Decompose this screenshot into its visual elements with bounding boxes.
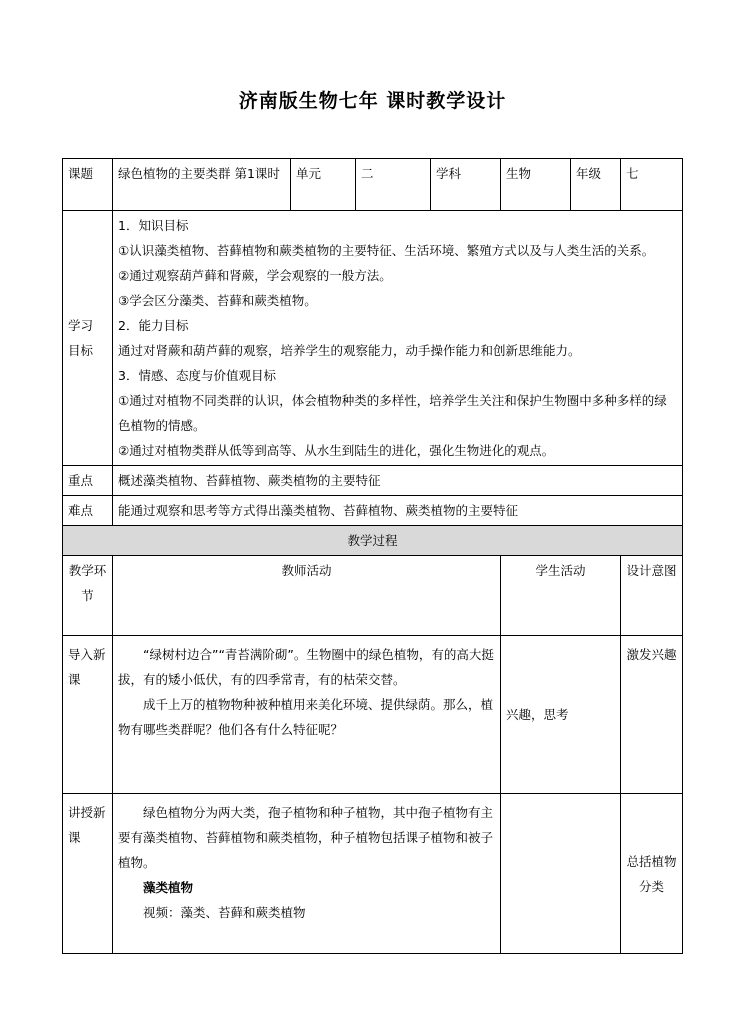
process-header-row: [63, 556, 683, 636]
grade-value: 七: [621, 159, 683, 211]
goal-line: 1．知识目标: [118, 218, 189, 233]
difficulty-value: 能通过观察和思考等方式得出藻类植物、苔藓植物、蕨类植物的主要特征: [113, 496, 683, 526]
course-value: 绿色植物的主要类群 第1课时: [113, 159, 291, 211]
unit-label: 单元: [291, 159, 356, 211]
key-point-value: 概述藻类植物、苔藓植物、蕨类植物的主要特征: [113, 466, 683, 496]
goal-line: 2．能力目标: [118, 318, 189, 333]
process-row: [63, 636, 683, 794]
key-point-label: 重点: [63, 466, 113, 496]
process-heading: 教学过程: [63, 526, 683, 556]
student-cell: 兴趣，思考: [501, 636, 621, 794]
header-teacher: 教师活动: [113, 556, 501, 636]
header-student: 学生活动: [501, 556, 621, 636]
unit-value: 二: [356, 159, 431, 211]
goal-line: 3．情感、态度与价值观目标: [118, 368, 276, 383]
info-row: [63, 159, 683, 211]
process-row: [63, 794, 683, 954]
stage-cell: 讲授新课: [63, 794, 113, 954]
intent-cell: 总括植物分类: [621, 794, 683, 954]
grade-label: 年级: [571, 159, 621, 211]
subject-label: 学科: [431, 159, 501, 211]
teacher-cell: [113, 636, 501, 794]
lesson-plan-table: [62, 158, 683, 954]
goal-line: ②通过对植物类群从低等到高等、从水生到陆生的进化，强化生物进化的观点。: [118, 443, 555, 458]
goals-content: [113, 211, 683, 466]
intent-cell: 激发兴趣: [621, 636, 683, 794]
course-label: 课题: [63, 159, 113, 211]
difficulty-row: [63, 496, 683, 526]
teacher-cell: [113, 794, 501, 954]
header-intent: 设计意图: [621, 556, 683, 636]
student-cell: [501, 794, 621, 954]
subject-value: 生物: [501, 159, 571, 211]
page-title: 济南版生物七年 课时教学设计: [238, 90, 507, 112]
header-stage: 教学环节: [63, 556, 113, 636]
goals-row: [63, 211, 683, 466]
goal-line: 通过对肾蕨和葫芦藓的观察，培养学生的观察能力，动手操作能力和创新思维能力。: [118, 343, 581, 358]
teacher-paragraph: “绿树村边合”“青苔满阶砌”。生物圈中的绿色植物，有的高大挺拔，有的矮小低伏，有的四季常青，有的枯荣交替。: [118, 647, 494, 687]
goals-label: 学习目标: [63, 211, 113, 466]
goal-line: ①认识藻类植物、苔藓植物和蕨类植物的主要特征、生活环境、繁殖方式以及与人类生活的关系。: [118, 243, 655, 258]
teacher-paragraph: 成千上万的植物物种被种植用来美化环境、提供绿荫。那么，植物有哪些类群呢？他们各有什么特征呢？: [118, 697, 494, 737]
video-line: 视频：藻类、苔藓和蕨类植物: [143, 905, 306, 920]
goal-line: ③学会区分藻类、苔藓和蕨类植物。: [118, 293, 317, 308]
goal-line: ①通过对植物不同类群的认识，体会植物种类的多样性，培养学生关注和保护生物圈中多种多样的绿色植物的情感。: [118, 393, 667, 433]
difficulty-label: 难点: [63, 496, 113, 526]
subheading: 藻类植物: [143, 880, 194, 895]
process-heading-row: [63, 526, 683, 556]
goal-line: ②通过观察葫芦藓和肾蕨，学会观察的一般方法。: [118, 268, 392, 283]
teacher-paragraph: 绿色植物分为两大类，孢子植物和种子植物，其中孢子植物有主要有藻类植物、苔藓植物和蕨类植物，种子植物包括课子植物和被子植物。: [118, 805, 494, 870]
key-point-row: [63, 466, 683, 496]
stage-cell: 导入新课: [63, 636, 113, 794]
